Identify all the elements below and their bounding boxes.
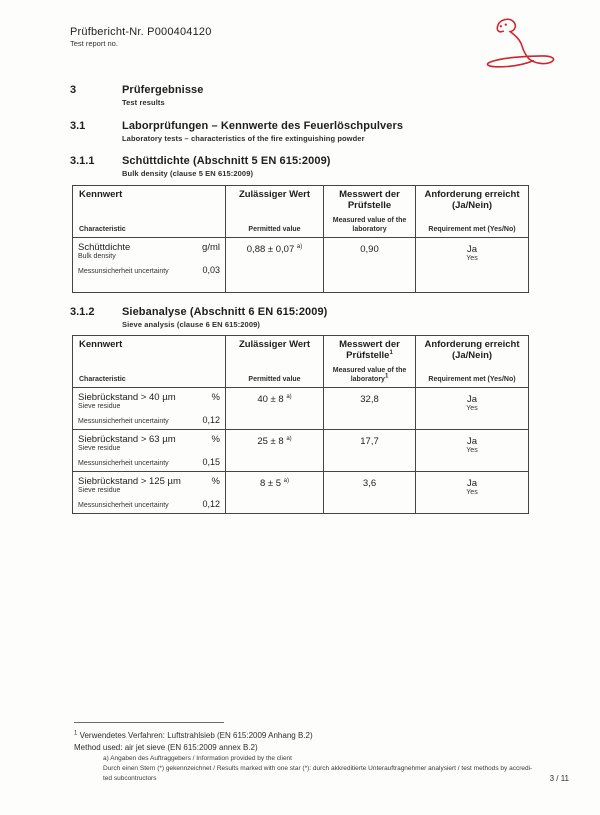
cell-requirement-met: Ja Yes [416,430,529,472]
table-header-row [73,336,529,388]
sieve-analysis-table [72,335,529,514]
bulk-density-table [72,185,529,293]
footnote-star-note-cont: ted subcontructors [103,774,157,782]
footnote-client-info: a) Angaben des Auftraggebers / Information provided by the client [103,755,292,763]
cell-characteristic: Siebrückstand > 63 µm % Sieve residue Messunsicherheit uncertainty 0,15 [73,430,226,472]
cell-requirement-met: Ja Yes [416,238,529,293]
cell-measured-value: 3,6 [324,472,416,514]
footnote-star-note: Durch einen Stern (*) gekennzeichnet / Results marked with one star (*): durch akkreditierte Unterauftragnehmer analysiert / test methods by accredi- [103,764,533,772]
cell-permitted-value: 0,88 ± 0,07 $^{a)}$ [226,238,324,293]
section-3-heading [70,84,556,107]
section-title-en: Laboratory tests – characteristics of the fire extinguishing powder [122,134,365,144]
section-number: 3.1 [70,120,86,133]
header-permitted-value: Zulässiger Wert Permitted value [226,336,324,388]
footnote-method-en: Method used: air jet sieve (EN 615:2009 annex B.2) [74,742,258,752]
table-row [73,472,529,514]
cell-measured-value: 0,90 [324,238,416,293]
cell-characteristic: Siebrückstand > 125 µm % Sieve residue Messunsicherheit uncertainty 0,12 [73,472,226,514]
section-title-en: Test results [122,98,165,108]
table-row [73,430,529,472]
header-measured-value: Messwert der Prüfstelle Measured value of the laboratory [324,186,416,238]
section-title-de: Siebanalyse (Abschnitt 6 EN 615:2009) [122,306,328,319]
cell-requirement-met: Ja Yes [416,388,529,430]
cell-measured-value: 32,8 [324,388,416,430]
header-requirement-met: Anforderung erreicht (Ja/Nein) Requirement met (Yes/No) [416,336,529,388]
section-3-1-2-heading [70,306,556,329]
report-number: Prüfbericht-Nr. P000404120 [70,26,212,38]
section-3-1-1-heading [70,155,556,178]
header-permitted-value: Zulässiger Wert Permitted value [226,186,324,238]
table-header-row [73,186,529,238]
header-measured-value: Messwert der Prüfstelle$^1$ Measured value of the laboratory$^1$ [324,336,416,388]
cell-requirement-met: Ja Yes [416,472,529,514]
cell-permitted-value: 8 ± 5 $^{a)}$ [226,472,324,514]
cell-measured-value: 17,7 [324,430,416,472]
footnotes [74,730,560,783]
red-line-animal-logo [466,6,574,76]
section-3-1-heading [70,120,556,143]
header-characteristic: Kennwert Characteristic [73,336,226,388]
section-number: 3.1.2 [70,306,95,319]
footnote-divider [74,722,224,723]
footnote-method-de: $^1$ Verwendetes Verfahren: Luftstrahlsieb (EN 615:2009 Anhang B.2) [74,730,313,740]
section-title-de: Schüttdichte (Abschnitt 5 EN 615:2009) [122,155,331,168]
cell-characteristic: Schüttdichte g/ml Bulk density Messunsicherheit uncertainty 0,03 [73,238,226,293]
section-title-de: Laborprüfungen – Kennwerte des Feuerlöschpulvers [122,120,404,133]
header-requirement-met: Anforderung erreicht (Ja/Nein) Requirement met (Yes/No) [416,186,529,238]
cell-permitted-value: 40 ± 8 $^{a)}$ [226,388,324,430]
page-number: 3 / 11 [549,774,569,783]
header-characteristic: Kennwert Characteristic [73,186,226,238]
cell-characteristic: Siebrückstand > 40 µm % Sieve residue Messunsicherheit uncertainty 0,12 [73,388,226,430]
report-number-en: Test report no. [70,38,118,48]
section-title-en: Sieve analysis (clause 6 EN 615:2009) [122,320,260,330]
section-title-en: Bulk density (clause 5 EN 615:2009) [122,169,254,179]
table-row [73,238,529,293]
table-row [73,388,529,430]
section-number: 3 [70,84,77,97]
cell-permitted-value: 25 ± 8 $^{a)}$ [226,430,324,472]
section-title-de: Prüfergebnisse [122,84,204,97]
section-number: 3.1.1 [70,155,95,168]
